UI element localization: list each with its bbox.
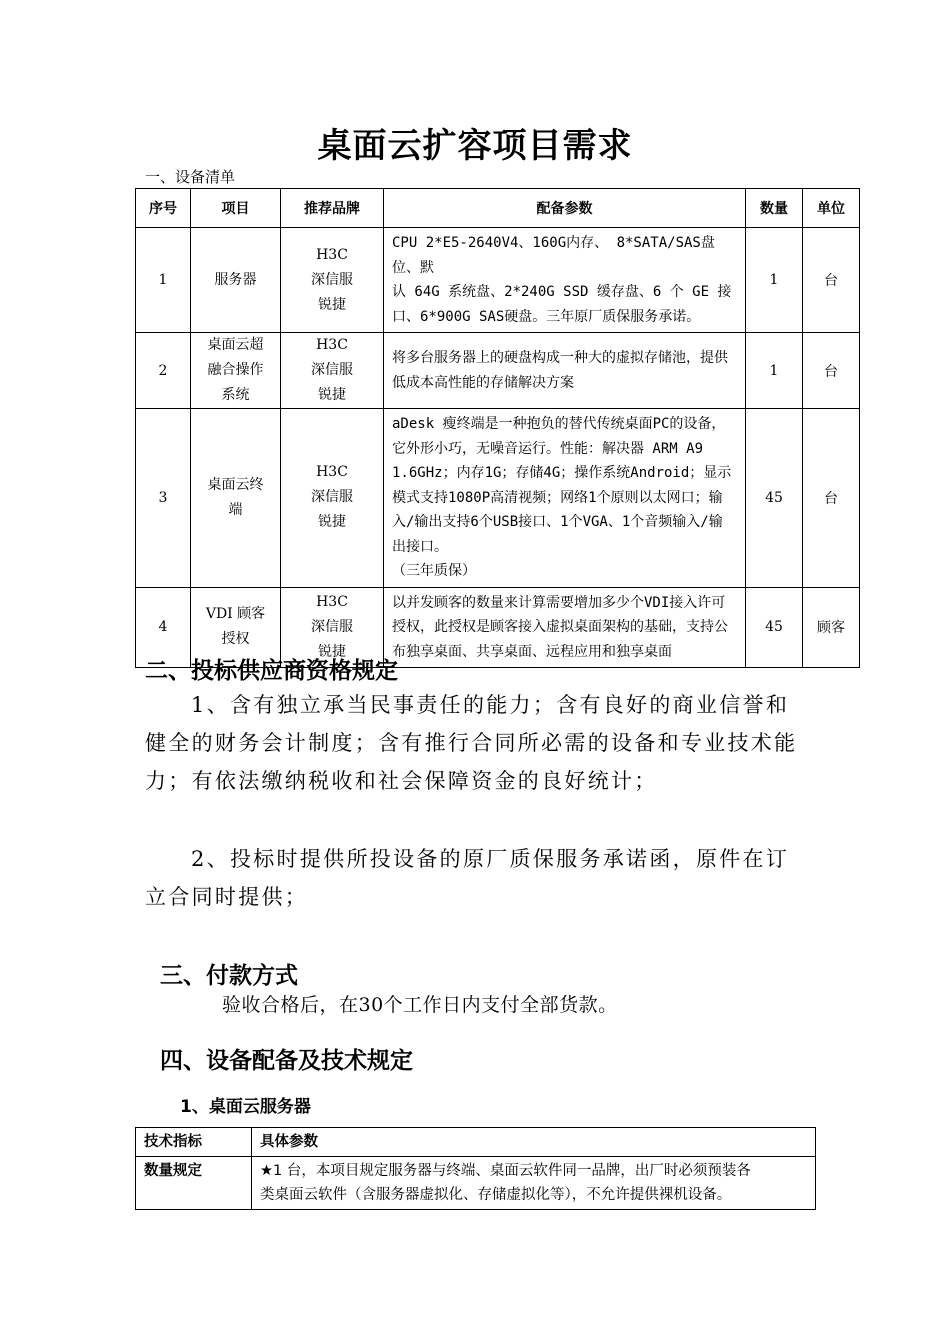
row-qty: 45 [746, 587, 803, 668]
brand-line: 锐捷 [318, 296, 346, 313]
brand-line: H3C [316, 464, 348, 481]
table-row [136, 333, 860, 409]
table-row [136, 1157, 816, 1210]
row-item [191, 409, 281, 588]
header-params: 配备参数 [384, 189, 746, 228]
section-3-heading: 三、付款方式 [160, 963, 298, 989]
tech-table [135, 1127, 816, 1210]
table-row [136, 409, 860, 588]
brand-line: 锐捷 [318, 514, 346, 531]
row-params [384, 409, 746, 588]
params-line: CPU 2*E5-2640V4、160G内存、 8*SATA/SAS盘位、默 [392, 235, 715, 276]
tech-table-header [136, 1128, 816, 1157]
row-brand [281, 333, 384, 409]
brand-line: 深信服 [311, 618, 353, 635]
section-2-paragraph-2: 2、投标时提供所投设备的原厂质保服务承诺函，原件在订立合同时提供； [145, 847, 790, 909]
params-line: 以并发顾客的数量来计算需要增加多少个VDI接入许可 [392, 594, 726, 611]
tech-header-key: 技术指标 [136, 1128, 252, 1157]
equipment-table [135, 188, 860, 668]
section-2-heading: 二、投标供应商资格规定 [145, 658, 398, 684]
params-line: aDesk 瘦终端是一种抱负的替代传统桌面PC的设备， [392, 416, 726, 432]
brand-line: 深信服 [311, 362, 353, 378]
params-line: 授权，此授权是顾客接入虚拟桌面架构的基础，支持公 [392, 619, 728, 635]
header-item: 项目 [191, 189, 281, 228]
header-qty: 数量 [746, 189, 803, 228]
tech-header-value: 具体参数 [252, 1128, 816, 1157]
row-qty: 1 [746, 333, 803, 409]
params-line: 低成本高性能的存储解决方案 [392, 374, 574, 391]
table-row [136, 228, 860, 333]
item-line: 系统 [221, 387, 250, 403]
row-no: 2 [136, 333, 191, 409]
row-brand [281, 409, 384, 588]
item-line: 端 [228, 501, 243, 518]
row-item: 服务器 [191, 228, 281, 333]
params-line: 口、6*900G SAS硬盘。三年原厂质保服务承诺。 [392, 308, 701, 325]
row-unit: 台 [803, 333, 860, 409]
row-params [384, 333, 746, 409]
params-line: （三年质保） [392, 563, 476, 579]
row-no: 3 [136, 409, 191, 588]
row-qty: 1 [746, 228, 803, 333]
params-line: 出接口。 [392, 538, 448, 555]
brand-line: H3C [316, 246, 348, 263]
params-line: 它外形小巧，无噪音运行。性能：解决器 ARM A9 [392, 440, 703, 457]
header-brand: 推荐品牌 [281, 189, 384, 228]
params-line: 模式支持1080P高清视频；网络1个原则以太网口；输 [392, 489, 723, 506]
tech-row-key: 数量规定 [136, 1157, 252, 1210]
row-no: 4 [136, 587, 191, 668]
item-line: 桌面云终 [207, 476, 264, 493]
brand-line: 锐捷 [318, 387, 346, 403]
row-item [191, 333, 281, 409]
row-params [384, 228, 746, 333]
payment-text: 验收合格后，在30个工作日内支付全部货款。 [222, 994, 618, 1016]
row-unit: 顾客 [803, 587, 860, 668]
params-line: 将多台服务器上的硬盘构成一种大的虚拟存储池，提供 [392, 350, 728, 366]
tech-row-value [252, 1157, 816, 1210]
item-line: 授权 [221, 631, 250, 648]
section-2-paragraph-1: 1、含有独立承当民事责任的能力；含有良好的商业信誉和健全的财务会计制度；含有推行合同所必需的设备和专业技术能力；有依法缴纳税收和社会保障资金的良好统计； [145, 693, 798, 793]
params-line: 1.6GHz；内存1G；存储4G；操作系统Android；显示 [392, 465, 732, 481]
brand-line: 深信服 [311, 489, 353, 506]
item-line: 桌面云超 [207, 337, 264, 353]
tech-value-line: ★1 台，本项目规定服务器与终端、桌面云软件同一品牌，出厂时必须预装各 [260, 1163, 751, 1179]
params-line: 认 64G 系统盘、2*240G SSD 缓存盘、6 个 GE 接 [392, 284, 732, 300]
brand-line: 锐捷 [318, 643, 346, 660]
header-no: 序号 [136, 189, 191, 228]
row-params [384, 587, 746, 668]
document-title: 桌面云扩容项目需求 [317, 126, 633, 166]
tech-value-line: 类桌面云软件（含服务器虚拟化、存储虚拟化等），不允许提供裸机设备。 [260, 1187, 732, 1203]
section-4-heading: 四、设备配备及技术规定 [160, 1048, 413, 1074]
row-qty: 45 [746, 409, 803, 588]
subsection-1-heading: 1、桌面云服务器 [180, 1097, 311, 1117]
row-unit: 台 [803, 228, 860, 333]
row-no: 1 [136, 228, 191, 333]
brand-line: H3C [316, 337, 348, 353]
equipment-table-header [136, 189, 860, 228]
header-unit: 单位 [803, 189, 860, 228]
row-brand [281, 228, 384, 333]
section-1-heading: 一、设备清单 [145, 168, 236, 186]
row-unit: 台 [803, 409, 860, 588]
brand-line: H3C [316, 593, 348, 610]
brand-line: 深信服 [311, 271, 353, 288]
params-line: 入/输出支持6个USB接口、1个VGA、1个音频输入/输 [392, 514, 723, 530]
item-line: VDI 顾客 [205, 606, 266, 623]
params-line: 布独享桌面、共享桌面、远程应用和独享桌面 [392, 643, 672, 660]
item-line: 融合操作 [207, 362, 264, 378]
